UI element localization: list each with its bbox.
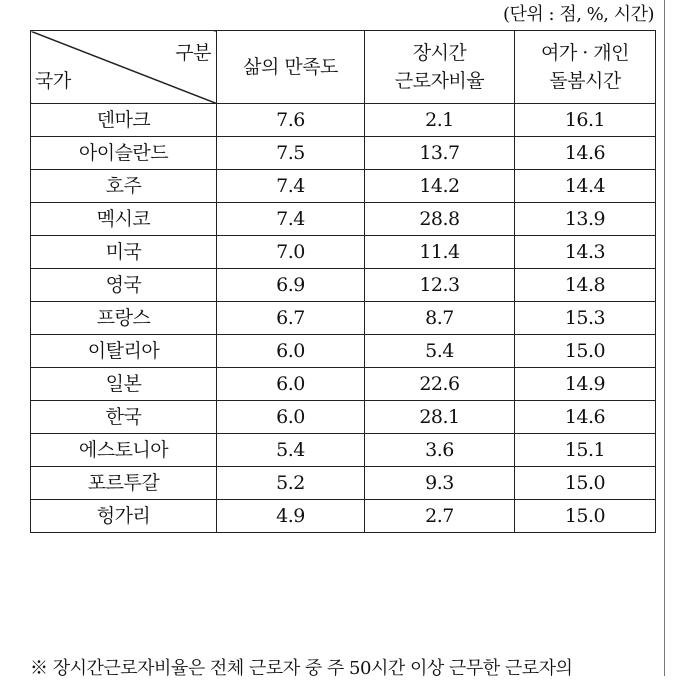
cell-satisfaction: 6.9 bbox=[217, 269, 365, 302]
cell-long-hours: 5.4 bbox=[365, 335, 515, 368]
cell-leisure: 14.4 bbox=[515, 170, 656, 203]
table-row bbox=[31, 467, 656, 500]
cell-leisure: 15.0 bbox=[515, 467, 656, 500]
cell-long-hours: 2.7 bbox=[365, 500, 515, 533]
cell-long-hours: 8.7 bbox=[365, 302, 515, 335]
table-row bbox=[31, 170, 656, 203]
cell-country: 호주 bbox=[31, 170, 217, 203]
cell-country: 멕시코 bbox=[31, 203, 217, 236]
corner-label-country: 국가 bbox=[35, 70, 71, 92]
cell-long-hours: 9.3 bbox=[365, 467, 515, 500]
cell-country: 영국 bbox=[31, 269, 217, 302]
cell-country: 일본 bbox=[31, 368, 217, 401]
cell-leisure: 13.9 bbox=[515, 203, 656, 236]
table-row bbox=[31, 335, 656, 368]
corner-header-cell bbox=[31, 31, 217, 104]
corner-label-category: 구분 bbox=[175, 42, 211, 64]
cell-leisure: 15.3 bbox=[515, 302, 656, 335]
cell-leisure: 15.0 bbox=[515, 500, 656, 533]
cell-satisfaction: 7.6 bbox=[217, 104, 365, 137]
table-header-row bbox=[31, 31, 656, 104]
cell-country: 에스토니아 bbox=[31, 434, 217, 467]
cell-country: 이탈리아 bbox=[31, 335, 217, 368]
cell-country: 미국 bbox=[31, 236, 217, 269]
cell-leisure: 14.9 bbox=[515, 368, 656, 401]
cell-satisfaction: 5.4 bbox=[217, 434, 365, 467]
header-leisure bbox=[515, 31, 656, 104]
cell-country: 포르투갈 bbox=[31, 467, 217, 500]
cell-satisfaction: 6.0 bbox=[217, 335, 365, 368]
header-leisure-line2: 돌봄시간 bbox=[549, 70, 621, 92]
footnote: ※ 장시간근로자비율은 전체 근로자 중 주 50시간 이상 근무한 근로자의 bbox=[30, 658, 573, 679]
table-row bbox=[31, 368, 656, 401]
header-long-hours-line2: 근로자비율 bbox=[394, 70, 485, 92]
cell-long-hours: 13.7 bbox=[365, 137, 515, 170]
cell-satisfaction: 6.0 bbox=[217, 401, 365, 434]
table-row bbox=[31, 104, 656, 137]
cell-satisfaction: 6.7 bbox=[217, 302, 365, 335]
cell-leisure: 14.6 bbox=[515, 401, 656, 434]
cell-satisfaction: 5.2 bbox=[217, 467, 365, 500]
cell-long-hours: 11.4 bbox=[365, 236, 515, 269]
cell-satisfaction: 7.4 bbox=[217, 203, 365, 236]
header-satisfaction-line1: 삶의 만족도 bbox=[243, 56, 338, 78]
header-leisure-line1: 여가 · 개인 bbox=[540, 42, 630, 64]
header-satisfaction bbox=[217, 31, 365, 104]
table-row bbox=[31, 401, 656, 434]
table-row bbox=[31, 203, 656, 236]
cell-country: 한국 bbox=[31, 401, 217, 434]
cell-satisfaction: 6.0 bbox=[217, 368, 365, 401]
table-row bbox=[31, 137, 656, 170]
page-right-border bbox=[664, 0, 665, 676]
cell-long-hours: 28.8 bbox=[365, 203, 515, 236]
cell-satisfaction: 7.4 bbox=[217, 170, 365, 203]
cell-country: 헝가리 bbox=[31, 500, 217, 533]
data-table bbox=[30, 30, 656, 533]
cell-long-hours: 22.6 bbox=[365, 368, 515, 401]
cell-country: 아이슬란드 bbox=[31, 137, 217, 170]
table-row bbox=[31, 434, 656, 467]
table-body bbox=[31, 104, 656, 533]
cell-long-hours: 3.6 bbox=[365, 434, 515, 467]
cell-leisure: 14.8 bbox=[515, 269, 656, 302]
cell-country: 덴마크 bbox=[31, 104, 217, 137]
header-long-hours bbox=[365, 31, 515, 104]
cell-long-hours: 28.1 bbox=[365, 401, 515, 434]
cell-leisure: 16.1 bbox=[515, 104, 656, 137]
cell-satisfaction: 7.0 bbox=[217, 236, 365, 269]
cell-satisfaction: 7.5 bbox=[217, 137, 365, 170]
cell-long-hours: 14.2 bbox=[365, 170, 515, 203]
cell-leisure: 14.3 bbox=[515, 236, 656, 269]
cell-satisfaction: 4.9 bbox=[217, 500, 365, 533]
unit-note: (단위 : 점, %, 시간) bbox=[503, 4, 654, 25]
cell-leisure: 15.0 bbox=[515, 335, 656, 368]
cell-long-hours: 12.3 bbox=[365, 269, 515, 302]
cell-long-hours: 2.1 bbox=[365, 104, 515, 137]
header-long-hours-line1: 장시간 bbox=[412, 42, 467, 64]
cell-leisure: 14.6 bbox=[515, 137, 656, 170]
cell-leisure: 15.1 bbox=[515, 434, 656, 467]
cell-country: 프랑스 bbox=[31, 302, 217, 335]
table-row bbox=[31, 236, 656, 269]
table-row bbox=[31, 302, 656, 335]
table-row bbox=[31, 500, 656, 533]
table-row bbox=[31, 269, 656, 302]
